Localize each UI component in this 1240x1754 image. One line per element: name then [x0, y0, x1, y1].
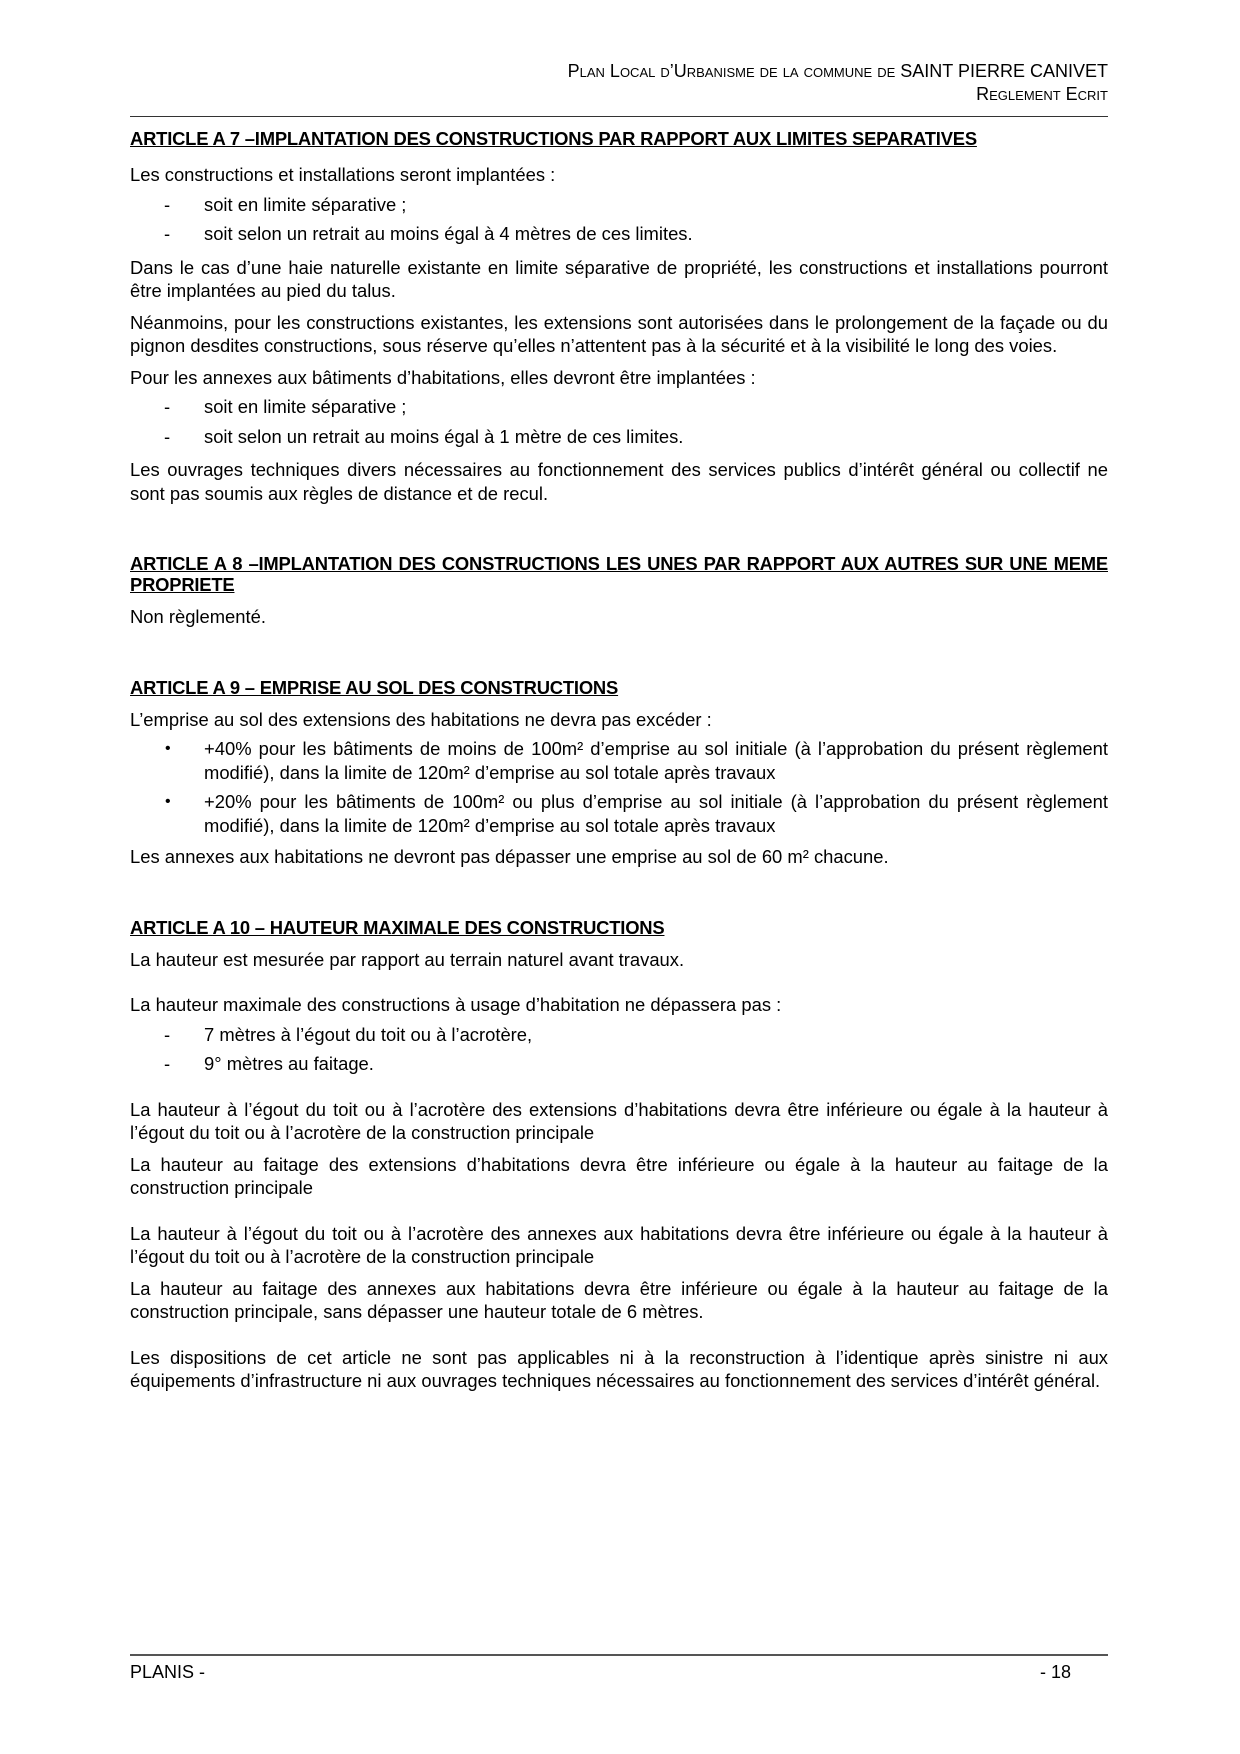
paragraph: La hauteur à l’égout du toit ou à l’acrotère des extensions d’habitations devra être inférieure ou égale à la hauteur à l’égout du toit ou à l’acrotère de la construction principale — [130, 1098, 1108, 1143]
article-title: ARTICLE A 10 – HAUTEUR MAXIMALE DES CONSTRUCTIONS — [130, 916, 665, 938]
dash-marker: - — [164, 396, 171, 417]
list-item-text: 9° mètres au faitage. — [204, 1053, 374, 1074]
dash-list — [130, 193, 1108, 246]
header-title-prefix: Plan Local d’Urbanisme de la commune de — [567, 61, 896, 81]
document-body — [130, 128, 1108, 1393]
list-item — [130, 222, 1108, 246]
header-commune: SAINT PIERRE CANIVET — [900, 61, 1108, 81]
dash-marker: - — [164, 223, 171, 244]
dash-marker: - — [164, 1023, 171, 1045]
dash-marker: - — [164, 1053, 171, 1074]
paragraph: La hauteur maximale des constructions à usage d’habitation ne dépassera pas : — [130, 994, 782, 1015]
dash-list — [130, 1023, 1108, 1076]
paragraph: Les annexes aux habitations ne devront pas dépasser une emprise au sol de 60 m² chacune. — [130, 846, 889, 867]
paragraph: Les dispositions de cet article ne sont pas applicables ni à la reconstruction à l’identique après sinistre ni aux équipements d’infrastructure ni aux ouvrages techniques nécessaires au fonctionnement des services d’intérêt général. — [130, 1346, 1108, 1391]
bullet-marker: • — [165, 793, 171, 810]
article-a9 — [130, 677, 1108, 869]
header-divider — [130, 116, 1108, 117]
footer-divider — [130, 1654, 1108, 1656]
dash-marker: - — [164, 193, 171, 215]
article-title: ARTICLE A 7 –IMPLANTATION DES CONSTRUCTIONS PAR RAPPORT AUX LIMITES SEPARATIVES — [130, 128, 977, 149]
paragraph: Dans le cas d’une haie naturelle existante en limite séparative de propriété, les constructions et installations pourront être implantées au pied du talus. — [130, 256, 1108, 301]
article-title: ARTICLE A 9 – EMPRISE AU SOL DES CONSTRUCTIONS — [130, 676, 619, 698]
list-item-text: +20% pour les bâtiments de 100m² ou plus d’emprise au sol initiale (à l’approbation du présent règlement modifié), dans la limite de 120m² d’emprise au sol totale après travaux — [204, 791, 1108, 836]
header-title — [130, 60, 1108, 83]
article-a7 — [130, 128, 1108, 505]
paragraph: La hauteur au faitage des extensions d’habitations devra être inférieure ou égale à la hauteur au faitage de la construction principale — [130, 1153, 1108, 1198]
page-header — [130, 60, 1108, 106]
list-item-text: soit selon un retrait au moins égal à 1 mètre de ces limites. — [204, 425, 684, 447]
article-a8 — [130, 553, 1108, 629]
bullet-marker: • — [165, 740, 171, 757]
header-subtitle: Reglement Ecrit — [976, 84, 1108, 104]
list-item-text: 7 mètres à l’égout du toit ou à l’acrotère, — [204, 1023, 533, 1045]
paragraph: La hauteur à l’égout du toit ou à l’acrotère des annexes aux habitations devra être inférieure ou égale à la hauteur à l’égout du toit ou à l’acrotère de la construction principale — [130, 1222, 1108, 1267]
list-item — [130, 425, 1108, 449]
paragraph: Pour les annexes aux bâtiments d’habitations, elles devront être implantées : — [130, 366, 756, 388]
article-title: ARTICLE A 8 –IMPLANTATION DES CONSTRUCTIONS LES UNES PAR RAPPORT AUX AUTRES SUR UNE MEME PROPRIETE — [130, 553, 1108, 595]
dash-list — [130, 395, 1108, 448]
footer-author: PLANIS - — [130, 1662, 206, 1682]
dash-marker: - — [164, 425, 171, 447]
list-item-text: soit selon un retrait au moins égal à 4 mètres de ces limites. — [204, 223, 693, 244]
page-number: - 18 — [1040, 1662, 1072, 1682]
paragraph: Les constructions et installations seront implantées : — [130, 164, 556, 185]
list-item — [130, 1052, 1108, 1076]
bullet-list — [130, 737, 1108, 837]
list-item-text: +40% pour les bâtiments de moins de 100m² d’emprise au sol initiale (à l’approbation du présent règlement modifié), dans la limite de 120m² d’emprise au sol totale après travaux — [204, 738, 1108, 783]
paragraph: Néanmoins, pour les constructions existantes, les extensions sont autorisées dans le prolongement de la façade ou du pignon desdites constructions, sous réserve qu’elles n’attentent pas à la sécurité et à la visibilité le long des voies. — [130, 311, 1108, 356]
paragraph: L’emprise au sol des extensions des habitations ne devra pas excéder : — [130, 708, 712, 730]
list-item — [130, 790, 1108, 837]
paragraph: Les ouvrages techniques divers nécessaires au fonctionnement des services publics d’intérêt général ou collectif ne sont pas soumis aux règles de distance et de recul. — [130, 459, 1108, 504]
list-item — [130, 1023, 1108, 1047]
list-item — [130, 395, 1108, 419]
paragraph: La hauteur est mesurée par rapport au terrain naturel avant travaux. — [130, 948, 685, 970]
paragraph: La hauteur au faitage des annexes aux habitations devra être inférieure ou égale à la hauteur au faitage de la construction principale, sans dépasser une hauteur totale de 6 mètres. — [130, 1277, 1108, 1322]
list-item — [130, 737, 1108, 784]
list-item-text: soit en limite séparative ; — [204, 193, 407, 215]
list-item-text: soit en limite séparative ; — [204, 396, 407, 417]
paragraph: Non règlementé. — [130, 606, 266, 627]
article-a10 — [130, 917, 1108, 1393]
list-item — [130, 193, 1108, 217]
